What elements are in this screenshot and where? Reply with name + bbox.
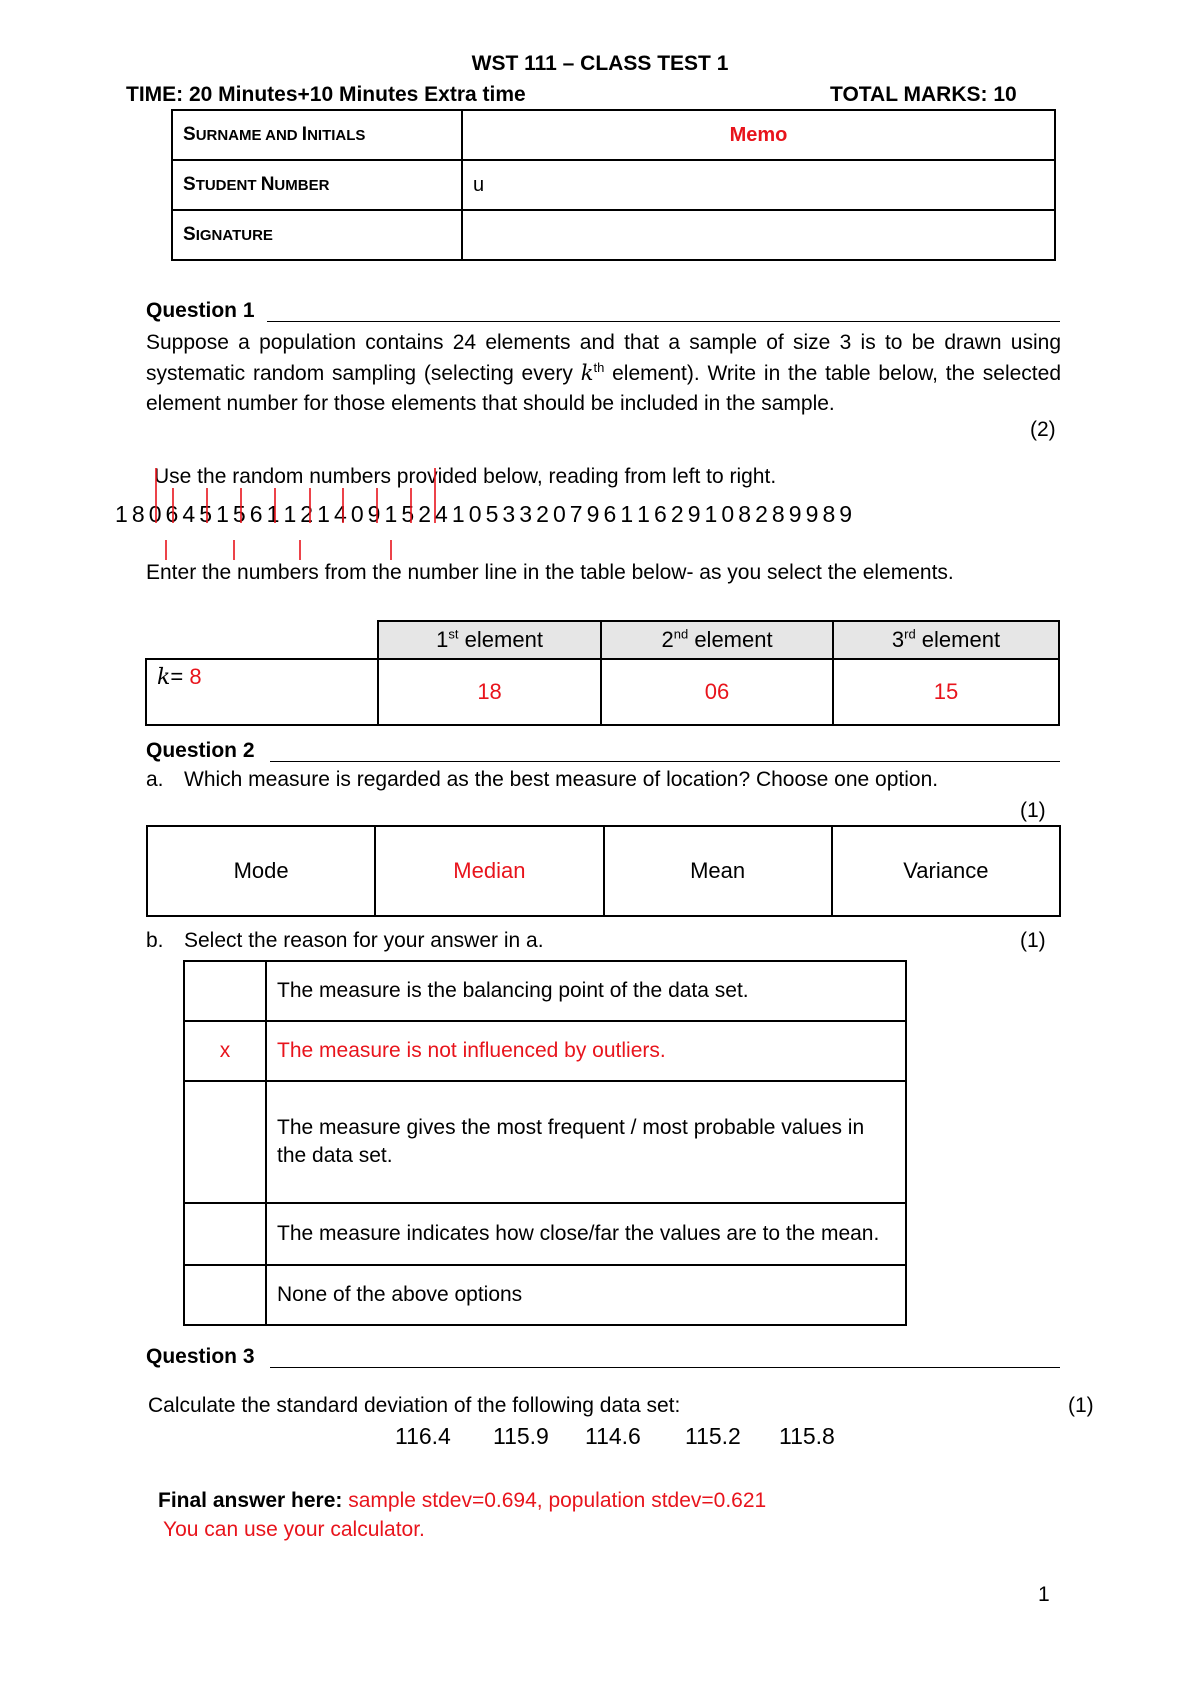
surname-label: SURNAME AND INITIALS [172, 110, 462, 160]
option-mean[interactable]: Mean [604, 826, 832, 916]
random-digit: 0 [350, 501, 364, 527]
random-digit: 6 [165, 501, 179, 527]
random-digit: 8 [822, 501, 836, 527]
question-3-text: Calculate the standard deviation of the following data set: [148, 1394, 681, 1417]
question-2-rule [270, 761, 1060, 762]
reason-row [184, 1203, 906, 1265]
element-1-header: 1st element [378, 621, 601, 659]
random-digit: 0 [468, 501, 482, 527]
random-digit: 9 [367, 501, 381, 527]
question-2b-marks: (1) [1020, 929, 1046, 952]
random-digit: 0 [552, 501, 566, 527]
random-digit: 1 [451, 501, 465, 527]
data-value: 115.9 [493, 1423, 549, 1449]
selection-marks [0, 0, 1200, 600]
reason-text: The measure gives the most frequent / most probable values in the data set. [266, 1081, 906, 1203]
reason-text: The measure indicates how close/far the values are to the mean. [266, 1203, 906, 1265]
page-number: 1 [1038, 1583, 1050, 1606]
reason-row [184, 1081, 906, 1203]
reason-checkbox[interactable] [184, 1203, 266, 1265]
element-1-value[interactable]: 18 [378, 659, 601, 725]
final-answer[interactable]: Final answer here: sample stdev=0.694, population stdev=0.621 [158, 1489, 767, 1512]
element-2-value[interactable]: 06 [601, 659, 833, 725]
random-digit: 9 [839, 501, 853, 527]
random-digit: 2 [418, 501, 431, 527]
random-digit: 1 [317, 501, 330, 527]
random-digit: 2 [670, 501, 684, 527]
random-digit: 1 [384, 501, 398, 527]
random-digit: 9 [788, 501, 802, 527]
element-3-value[interactable]: 15 [833, 659, 1059, 725]
surname-value[interactable]: Memo [462, 110, 1055, 160]
data-value: 114.6 [585, 1423, 641, 1449]
student-number-value[interactable]: u [462, 160, 1055, 210]
location-options-table [146, 825, 1061, 917]
random-digit: 9 [586, 501, 600, 527]
test-title: WST 111 – CLASS TEST 1 [471, 52, 729, 75]
random-digit: 6 [249, 501, 263, 527]
random-digit: 0 [721, 501, 735, 527]
random-digit: 1 [637, 501, 650, 527]
reason-checkbox[interactable] [184, 961, 266, 1021]
data-value: 115.8 [779, 1423, 835, 1449]
time-info: TIME: 20 Minutes+10 Minutes Extra time [126, 83, 526, 106]
data-value: 115.2 [685, 1423, 741, 1449]
random-digit: 5 [401, 501, 415, 527]
question-3-marks: (1) [1068, 1394, 1094, 1417]
student-number-label: STUDENT NUMBER [172, 160, 462, 210]
element-table-corner [146, 621, 378, 659]
question-3-heading: Question 3 [146, 1345, 255, 1368]
option-variance[interactable]: Variance [832, 826, 1060, 916]
reason-text: None of the above options [266, 1265, 906, 1325]
random-digit: 0 [148, 501, 162, 527]
random-digit: 8 [771, 501, 785, 527]
random-digit: 1 [216, 501, 229, 527]
signature-label: SIGNATURE [172, 210, 462, 260]
random-digit: 4 [435, 501, 448, 527]
question-2a-marks: (1) [1020, 799, 1046, 822]
enter-numbers-text: Enter the numbers from the number line in the table below- as you select the elements. [146, 561, 954, 584]
random-digit: 1 [620, 501, 634, 527]
question-2b-label: b. [146, 929, 164, 952]
random-digit: 7 [569, 501, 583, 527]
question-1-text: Suppose a population contains 24 elements and that a sample of size 3 is to be drawn using systematic random sampling (selecting every $k^{th}$ element). Write in the table below, the selected element number for those elements that should be included in the sample. [146, 331, 1061, 415]
random-digit: 4 [333, 501, 347, 527]
random-digit: 8 [131, 501, 145, 527]
random-digit: 1 [283, 501, 297, 527]
reason-checkbox[interactable] [184, 1081, 266, 1203]
question-2b-text: Select the reason for your answer in a. [184, 929, 544, 952]
random-digit: 1 [115, 501, 128, 527]
random-digit: 2 [536, 501, 549, 527]
random-number-instruction: Use the random numbers provided below, reading from left to right. [154, 465, 777, 488]
random-digit: 2 [300, 501, 314, 527]
data-set [395, 1423, 835, 1450]
reason-text: The measure is not influenced by outliers. [266, 1021, 906, 1081]
total-marks: TOTAL MARKS: 10 [830, 83, 1017, 106]
random-digit: 8 [738, 501, 752, 527]
reason-row [184, 1265, 906, 1325]
random-digit: 9 [687, 501, 701, 527]
question-2a-text: Which measure is regarded as the best measure of location? Choose one option. [184, 768, 939, 791]
random-digit: 1 [704, 501, 718, 527]
k-value-cell[interactable]: k= 8 [146, 659, 378, 725]
data-value: 116.4 [395, 1423, 451, 1449]
question-1-heading: Question 1 [146, 299, 255, 322]
random-digit: 1 [266, 501, 280, 527]
random-digit: 3 [519, 501, 533, 527]
reason-row [184, 1021, 906, 1081]
random-digit: 5 [485, 501, 499, 527]
question-1-marks: (2) [1030, 418, 1056, 441]
element-3-header: 3rd element [833, 621, 1059, 659]
option-median[interactable]: Median [375, 826, 603, 916]
random-digit: 6 [654, 501, 667, 527]
option-mode[interactable]: Mode [147, 826, 375, 916]
random-digit: 2 [755, 501, 768, 527]
random-digit: 6 [603, 501, 617, 527]
question-3-rule [270, 1367, 1060, 1368]
random-digit: 9 [805, 501, 819, 527]
element-table [145, 620, 1060, 726]
reason-row [184, 961, 906, 1021]
element-2-header: 2nd element [601, 621, 833, 659]
reason-checkbox[interactable]: x [184, 1021, 266, 1081]
reason-checkbox[interactable] [184, 1265, 266, 1325]
question-2a-label: a. [146, 768, 164, 791]
reason-table [183, 960, 907, 1326]
random-digit: 5 [232, 501, 246, 527]
random-digit: 4 [182, 501, 196, 527]
reason-text: The measure is the balancing point of the data set. [266, 961, 906, 1021]
random-digit: 3 [502, 501, 516, 527]
question-2-heading: Question 2 [146, 739, 255, 762]
random-digit: 5 [199, 501, 213, 527]
calculator-note: You can use your calculator. [163, 1518, 425, 1541]
